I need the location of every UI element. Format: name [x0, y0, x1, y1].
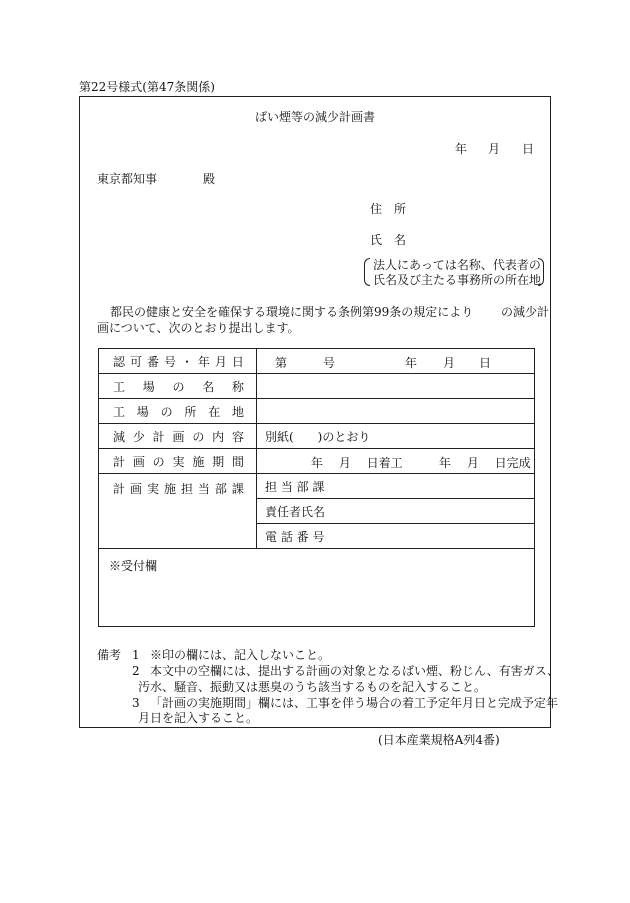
- plan-content-field[interactable]: 別紙( )のとおり: [257, 424, 535, 449]
- notes-heading: 備考: [97, 648, 122, 662]
- note-2-number: 2: [132, 664, 140, 678]
- note-3-line1: 「計画の実施期間」欄には、工事を伴う場合の着工予定年月日と完成予定年: [150, 696, 559, 710]
- plan-period-label: 計 画 の 実 施 期 間: [99, 449, 257, 474]
- body-line2: 画について、次のとおり提出します。: [97, 321, 300, 335]
- permit-no-field[interactable]: 第 号 年 月 日: [257, 349, 535, 374]
- table-row: [99, 399, 535, 424]
- factory-name-label: 工 場 の 名 称: [99, 374, 257, 399]
- form-number: 第22号様式(第47条関係): [79, 80, 215, 94]
- body-line1-end: の減少計: [501, 305, 550, 319]
- note-2-line1: 本文中の空欄には、提出する計画の対象となるばい煙、粉じん、有害ガス、: [150, 664, 560, 678]
- addressee-honorific: 殿: [203, 172, 216, 186]
- permit-no-label: 認 可 番 号 ・ 年 月 日: [99, 349, 257, 374]
- note-3-line2: 月日を記入すること。: [138, 711, 259, 725]
- note-2-line2: 汚水、騒音、振動又は悪臭のうち該当するものを記入すること。: [138, 680, 487, 694]
- note-1-number: 1: [132, 648, 140, 662]
- date-day: 日: [522, 142, 535, 156]
- note-3-number: 3: [132, 696, 140, 710]
- corp-note-line2: 氏名及び主たる事務所の所在地: [373, 273, 542, 287]
- name-label: 氏 名: [370, 233, 407, 247]
- factory-name-field[interactable]: [257, 374, 535, 399]
- responsible-person-field[interactable]: 責任者氏名: [257, 499, 535, 524]
- reception-field[interactable]: ※受付欄: [99, 549, 535, 627]
- address-label: 住 所: [370, 202, 407, 216]
- plan-content-label: 減 少 計 画 の 内 容: [99, 424, 257, 449]
- note-1: ※印の欄には、記入しないこと。: [150, 648, 331, 662]
- table-row: [99, 474, 535, 499]
- plan-period-field[interactable]: 年 月 日着工 年 月 日完成: [257, 449, 535, 474]
- date-month: 月: [488, 142, 501, 156]
- dept-field[interactable]: 担 当 部 課: [257, 474, 535, 499]
- body-line1: 都民の健康と安全を確保する環境に関する条例第99条の規定により: [110, 305, 474, 319]
- phone-field[interactable]: 電 話 番 号: [257, 524, 535, 549]
- table-row: [99, 549, 535, 627]
- table-row: [99, 349, 535, 374]
- table-row: [99, 424, 535, 449]
- paper-size-note: (日本産業規格A列4番): [378, 733, 500, 747]
- corp-note-line1: 法人にあっては名称、代表者の: [373, 258, 541, 272]
- details-table: [98, 348, 535, 627]
- date-year: 年: [455, 142, 468, 156]
- dept-label: 計 画 実 施 担 当 部 課: [99, 474, 257, 549]
- addressee-name: 東京都知事: [97, 172, 158, 186]
- form-title: ばい煙等の減少計画書: [254, 110, 375, 124]
- table-row: [99, 374, 535, 399]
- table-row: [99, 449, 535, 474]
- factory-location-label: 工 場 の 所 在 地: [99, 399, 257, 424]
- factory-location-field[interactable]: [257, 399, 535, 424]
